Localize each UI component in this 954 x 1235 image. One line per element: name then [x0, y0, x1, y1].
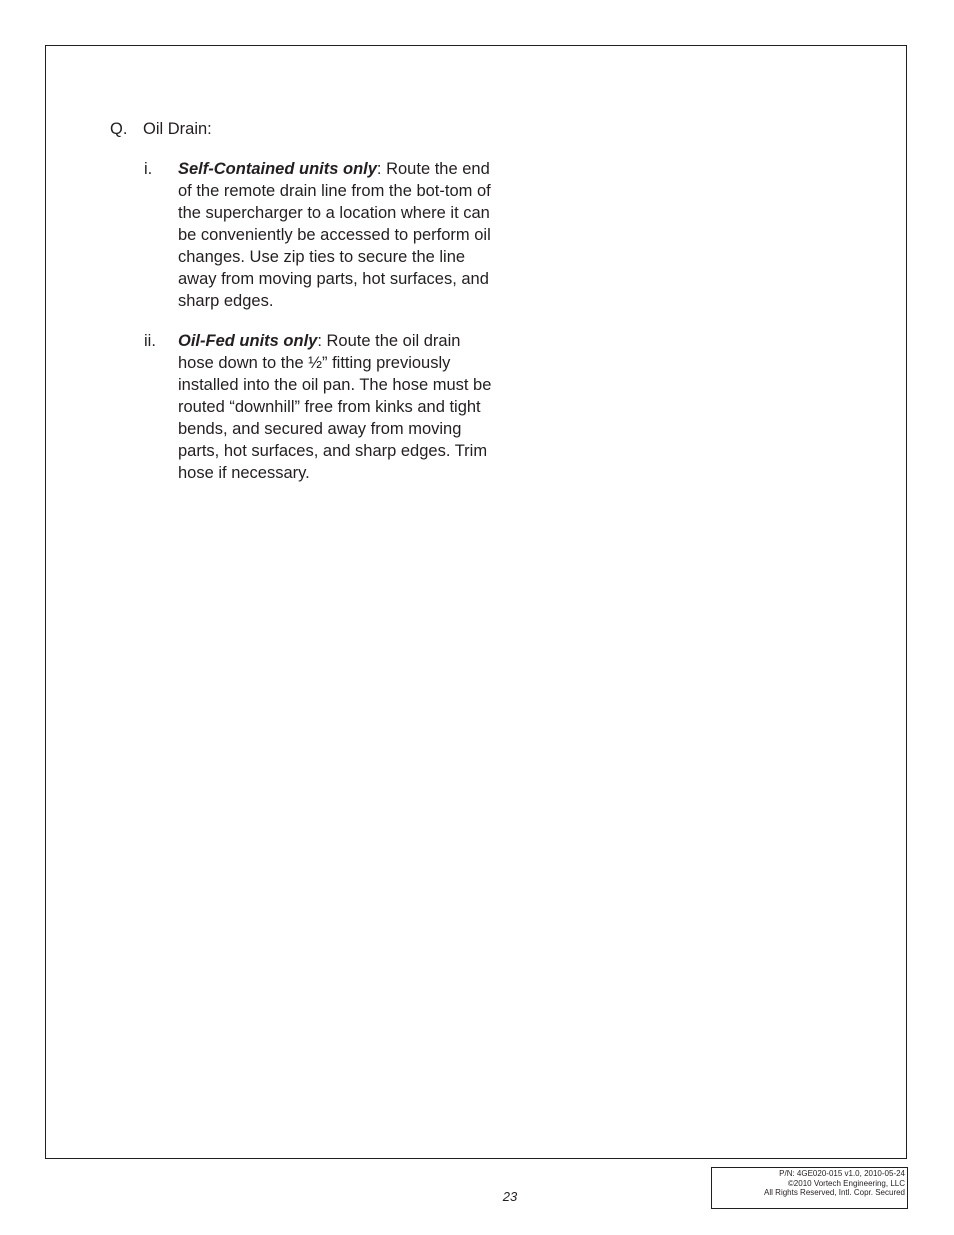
- item-description: : Route the end of the remote drain line from the bot-tom of the supercharger to a location where it can be conveniently be accessed to perform oil changes. Use zip ties to secure the line away from moving parts, hot surfaces, and sharp edges.: [178, 160, 491, 310]
- instruction-section: [110, 118, 530, 502]
- item-number: i.: [144, 160, 153, 178]
- section-title: Oil Drain:: [143, 120, 212, 138]
- item-lead: Self-Contained units only: [178, 160, 377, 178]
- item-number: ii.: [144, 332, 156, 350]
- item-lead: Oil-Fed units only: [178, 332, 318, 350]
- list-item: [144, 158, 530, 312]
- instruction-list: [144, 158, 530, 484]
- item-description: : Route the oil drain hose down to the ½” fitting previously installed into the oil pan. The hose must be routed “downhill” free from kinks and tight bends, and secured away from moving parts, hot surfaces, and sharp edges. Trim hose if necessary.: [178, 332, 492, 482]
- section-letter: Q.: [110, 120, 128, 138]
- copyright-notice: ©2010 Vortech Engineering, LLC: [787, 1178, 905, 1188]
- page-number: 23: [502, 1189, 518, 1204]
- item-text: [178, 158, 498, 312]
- item-text: [178, 330, 498, 484]
- list-item: [144, 330, 530, 484]
- part-number: P/N: 4GE020-015 v1.0, 2010-05-24: [779, 1169, 905, 1178]
- rights-notice: All Rights Reserved, Intl. Copr. Secured: [764, 1188, 905, 1197]
- section-heading: [110, 118, 530, 140]
- document-info-box: [711, 1167, 908, 1209]
